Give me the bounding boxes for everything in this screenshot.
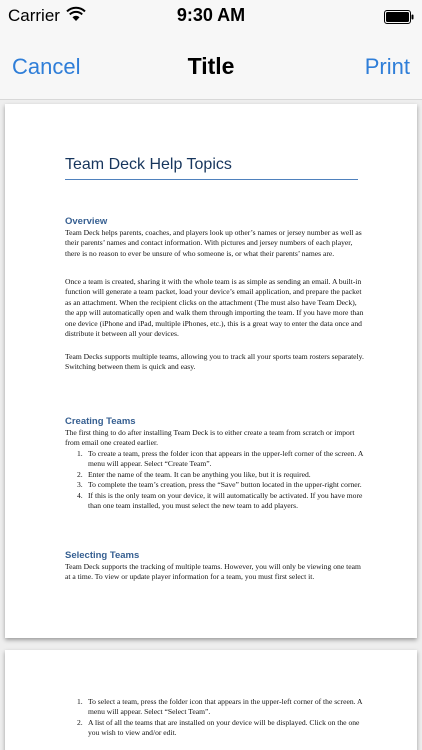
overview-heading: Overview xyxy=(65,216,108,227)
list-item: 2. A list of all the teams that are installed on your device will be displayed. Click on the one you wish to view and/or edit. xyxy=(77,717,360,738)
list-item: 3. To complete the team’s creation, press the “Save” button located in the upper-right corner. xyxy=(77,480,362,490)
creating-teams-intro: The first thing to do after installing Team Deck is to either create a team from scratch or import from email one created earlier. xyxy=(65,428,355,448)
carrier-label: Carrier xyxy=(8,6,60,25)
list-item: 2. Enter the name of the team. It can be anything you like, but it is required. xyxy=(77,469,311,479)
creating-teams-heading: Creating Teams xyxy=(65,416,136,427)
selecting-teams-heading: Selecting Teams xyxy=(65,550,140,561)
nav-title: Title xyxy=(187,53,235,79)
navigation-bar xyxy=(0,36,422,100)
overview-paragraph: Team Decks supports multiple teams, allowing you to track all your sports team rosters separately. Switching between them is quick and easy. xyxy=(65,352,364,372)
document-title: Team Deck Help Topics xyxy=(65,156,232,173)
status-time: 9:30 AM xyxy=(176,5,246,25)
selecting-teams-intro: Team Deck supports the tracking of multiple teams. However, you will only be viewing one team at a time. To view or update player information for a team, you must first select it. xyxy=(65,562,361,582)
list-item: 1. To select a team, press the folder icon that appears in the upper-left corner of the screen. A menu will appear. Select “Select Team”. xyxy=(77,697,363,717)
overview-paragraph: Once a team is created, sharing it with the whole team is as simple as sending an email. A built-in function will generate a team packet, load your device’s email application, and prepare the packet as an attachment. When the recipient clicks on the attachment (The must also have Team Deck), the app will automatically open and walk them through importing the team. If you have more than one device (iPhone and iPad, multiple iPhones, etc.), this is a great way to enter the data once and distribute it between all your devices. xyxy=(65,277,364,339)
overview-paragraph: Team Deck helps parents, coaches, and players look up other’s names or jersey number as well as their parents’ names and contact information. With pictures and jersey numbers of each player, there is no reason to ever be unsure of who someone is, or what their parents’ names are. xyxy=(65,228,362,258)
list-item: 1. To create a team, press the folder icon that appears in the upper-left corner of the screen. A menu will appear. Select “Create Team”. xyxy=(77,449,363,469)
cancel-button[interactable]: Cancel xyxy=(12,54,81,79)
list-item: 4. If this is the only team on your device, it will automatically be activated. If you have more than one team installed, you must select the new team to add players. xyxy=(77,490,363,511)
print-preview-page-2[interactable] xyxy=(5,650,417,750)
print-button[interactable]: Print xyxy=(364,54,410,79)
print-preview-page-1[interactable] xyxy=(5,104,417,638)
battery-icon xyxy=(384,10,414,24)
selecting-teams-steps xyxy=(65,697,365,739)
title-divider xyxy=(65,179,358,180)
creating-teams-steps xyxy=(65,449,365,511)
status-bar xyxy=(0,0,422,36)
